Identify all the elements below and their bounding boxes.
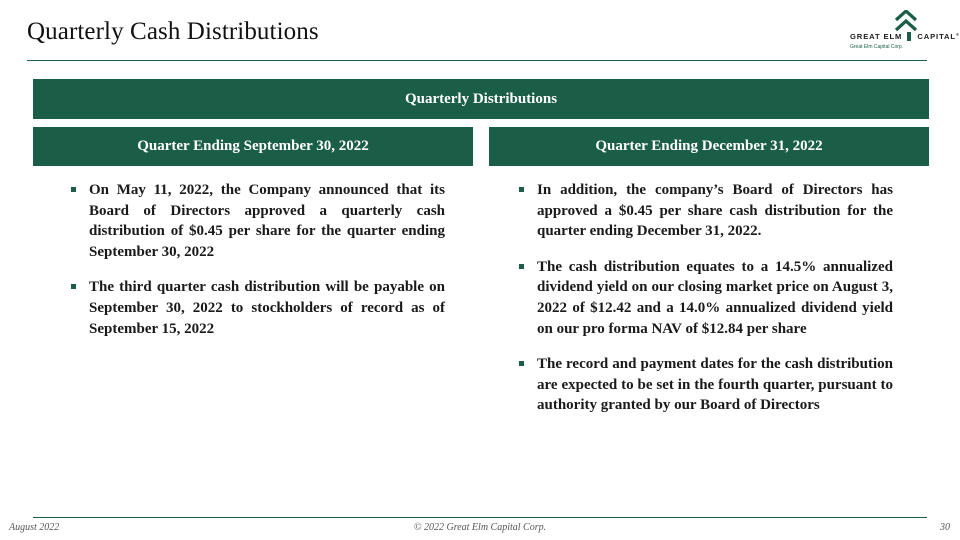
list-item: [70, 180, 445, 262]
right-bullet-list: [518, 180, 893, 431]
footer-date: August 2022: [9, 522, 60, 533]
square-bullet-icon: [71, 187, 76, 192]
section-banner: Quarterly Distributions: [33, 79, 929, 119]
bullet-text: The cash distribution equates to a 14.5% annualized dividend yield on our closing market price on August 3, 2022 of $12.42 and a 14.0% annualized dividend yield on our pro forma NAV of $12.84 per share: [537, 258, 893, 337]
logo-subtitle: Great Elm Capital Corp.: [850, 44, 904, 50]
list-item: [518, 257, 893, 339]
list-item: [518, 354, 893, 416]
footer-copyright: © 2022 Great Elm Capital Corp.: [413, 522, 547, 533]
footer-rule: [33, 517, 927, 518]
header-rule: [27, 60, 927, 61]
bullet-text: On May 11, 2022, the Company announced that its Board of Directors approved a quarterly cash distribution of $0.45 per share for the quarter ending September 30, 2022: [89, 182, 445, 260]
square-bullet-icon: [71, 284, 76, 289]
bullet-text: The third quarter cash distribution will be payable on September 30, 2022 to stockholders of record as of September 15, 2022: [89, 279, 445, 337]
elm-logo-icon: [893, 10, 919, 32]
logo-wordmark: GREAT ELM CAPITAL®: [850, 32, 959, 41]
right-column-heading: Quarter Ending December 31, 2022: [489, 127, 929, 166]
list-item: [518, 180, 893, 242]
list-item: [70, 277, 445, 339]
left-bullet-list: [70, 180, 445, 354]
page-number: 30: [940, 522, 950, 533]
bullet-text: In addition, the company’s Board of Directors has approved a $0.45 per share cash distribution for the quarter ending December 31, 2022.: [537, 182, 893, 240]
company-logo: [849, 10, 959, 54]
left-column-heading: Quarter Ending September 30, 2022: [33, 127, 473, 166]
square-bullet-icon: [519, 264, 524, 269]
page-title: Quarterly Cash Distributions: [27, 18, 319, 45]
logo-divider: [907, 32, 911, 41]
square-bullet-icon: [519, 187, 524, 192]
bullet-text: The record and payment dates for the cash distribution are expected to be set in the fourth quarter, pursuant to authority granted by our Board of Directors: [537, 356, 893, 414]
square-bullet-icon: [519, 361, 524, 366]
